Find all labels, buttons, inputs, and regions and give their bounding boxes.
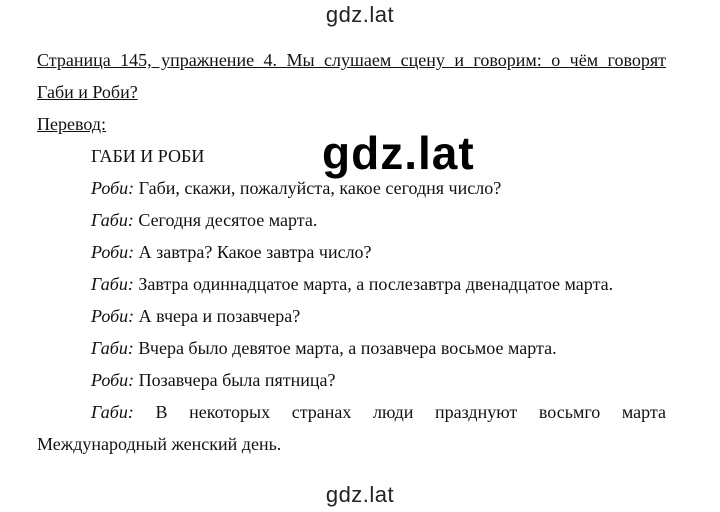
exercise-heading-line2: Габи и Роби? xyxy=(37,82,138,102)
speaker-name: Роби: xyxy=(91,370,135,390)
dialogue-text: Сегодня десятое марта. xyxy=(138,210,318,230)
dialogue-text: Вчера было девятое марта, а позавчера восьмое марта. xyxy=(138,338,557,358)
dialogue-text: А вчера и позавчера? xyxy=(138,306,301,326)
dialogue-text: В некоторых странах люди празднуют восьмго марта Международный женский день. xyxy=(37,402,667,454)
watermark-bottom: gdz.lat xyxy=(325,482,395,507)
watermark-middle: gdz.lat xyxy=(322,127,475,179)
dialogue-title: ГАБИ И РОБИ xyxy=(91,146,205,166)
dialogue-line xyxy=(37,364,666,396)
dialogue-text: Завтра одиннадцатое марта, а послезавтра двенадцатое марта. xyxy=(138,274,614,294)
document-body xyxy=(37,44,666,460)
speaker-name: Габи: xyxy=(91,274,134,294)
exercise-heading-line1: Страница 145, упражнение 4. Мы слушаем сцену и говорим: о чём говорят xyxy=(37,50,666,70)
speaker-name: Габи: xyxy=(91,402,134,422)
dialogue-text: А завтра? Какое завтра число? xyxy=(138,242,372,262)
dialogue-text: Позавчера была пятница? xyxy=(138,370,336,390)
dialogue-text: Габи, скажи, пожалуйста, какое сегодня число? xyxy=(138,178,502,198)
speaker-name: Роби: xyxy=(91,178,135,198)
exercise-heading xyxy=(37,44,666,108)
speaker-name: Роби: xyxy=(91,242,135,262)
translation-label: Перевод: xyxy=(37,114,106,134)
dialogue-line-last xyxy=(37,396,666,460)
dialogue-line xyxy=(37,300,666,332)
speaker-name: Роби: xyxy=(91,306,135,326)
dialogue-line xyxy=(37,236,666,268)
speaker-name: Габи: xyxy=(91,210,134,230)
dialogue-line xyxy=(37,204,666,236)
speaker-name: Габи: xyxy=(91,338,134,358)
watermark-top: gdz.lat xyxy=(325,2,395,27)
dialogue-line xyxy=(37,268,666,300)
dialogue-line xyxy=(37,332,666,364)
